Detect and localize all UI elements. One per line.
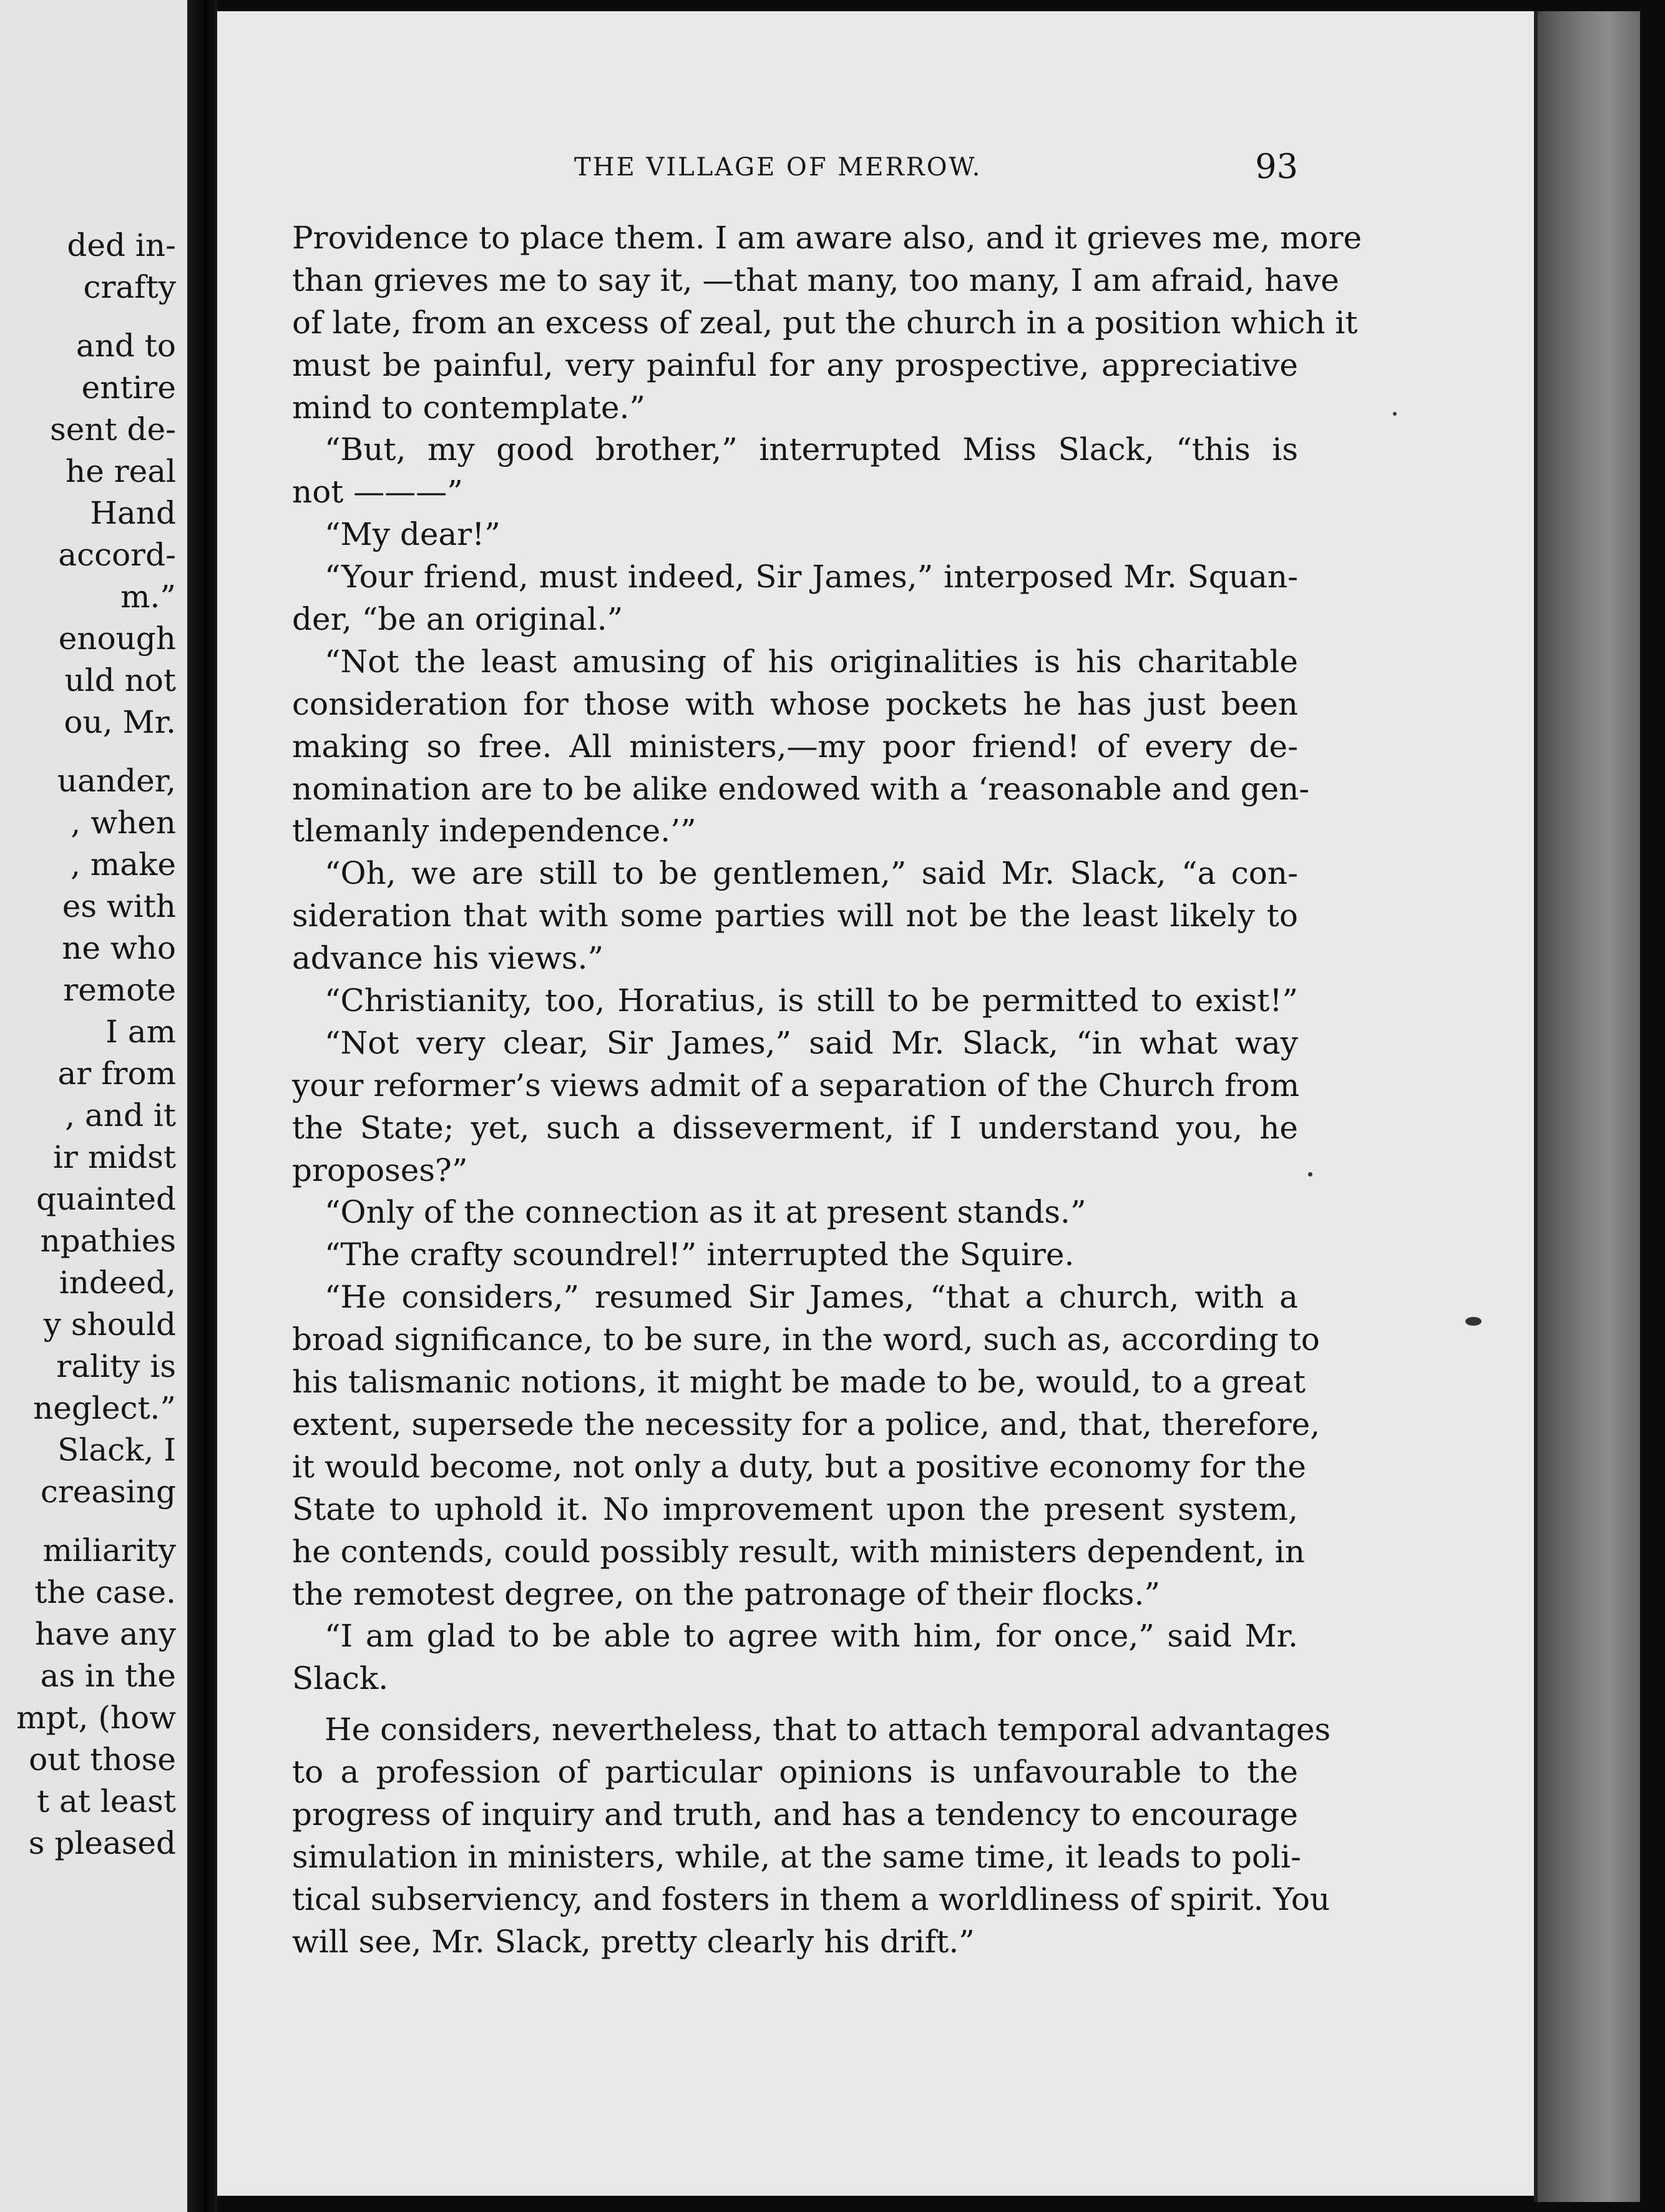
text-line: the State; yet, such a disseverment, if I understand you, he [292, 1109, 1298, 1146]
facing-line: t at least [37, 1783, 176, 1819]
page-header [574, 149, 1298, 192]
book-gutter [187, 0, 217, 2212]
facing-line: miliarity [42, 1532, 176, 1568]
text-line: “Christianity, too, Horatius, is still to be permitted to exist!” [325, 982, 1298, 1019]
facing-line: Slack, I [57, 1432, 176, 1468]
running-head: THE VILLAGE OF MERROW. [574, 153, 982, 182]
facing-line: y should [43, 1306, 176, 1343]
facing-line: the case. [34, 1574, 176, 1610]
text-line: proposes?” [292, 1152, 468, 1188]
text-line: extent, supersede the necessity for a police, and, that, therefore, [292, 1406, 1321, 1442]
text-line: He considers, nevertheless, that to attach temporal advantages [325, 1711, 1331, 1748]
text-line: not ———” [292, 474, 463, 511]
facing-line: and to [76, 328, 176, 364]
facing-line: have any [34, 1616, 176, 1652]
facing-line: crafty [83, 269, 176, 305]
facing-line: accord- [58, 537, 176, 573]
facing-line: rality is [56, 1348, 176, 1384]
text-line: his talismanic notions, it might be made to be, would, to a great [292, 1364, 1306, 1401]
facing-line: ou, Mr. [64, 704, 176, 740]
text-line: “He considers,” resumed Sir James, “that a church, with a [325, 1279, 1298, 1316]
facing-line: uander, [57, 763, 176, 799]
facing-line: remote [63, 972, 176, 1008]
text-line: mind to contemplate.” [292, 389, 645, 426]
facing-line: ir midst [53, 1139, 176, 1175]
text-line: must be painful, very painful for any prospective, appreciative [292, 346, 1298, 383]
ink-speck [1465, 1317, 1482, 1326]
facing-line: ar from [57, 1055, 176, 1092]
text-line: sideration that with some parties will not be the least likely to [292, 898, 1298, 934]
facing-line: he real [66, 453, 176, 489]
text-line: tlemanly independence.’” [292, 813, 696, 849]
text-line: “But, my good brother,” interrupted Miss Slack, “this is [325, 431, 1298, 468]
facing-page-text [16, 225, 176, 1864]
text-line: der, “be an original.” [292, 601, 623, 638]
line-gap [16, 308, 176, 325]
facing-line: as in the [40, 1658, 176, 1694]
facing-line: s pleased [28, 1825, 176, 1861]
text-line: your reformer’s views admit of a separation of the Church from [292, 1067, 1300, 1104]
facing-line: neglect.” [33, 1390, 176, 1426]
text-line: “Only of the connection as it at present stands.” [325, 1194, 1086, 1231]
facing-line: mpt, (how [16, 1700, 176, 1736]
text-line: consideration for those with whose pockets he has just been [292, 685, 1298, 722]
line-gap [16, 743, 176, 760]
text-line: “Oh, we are still to be gentlemen,” said Mr. Slack, “a con- [325, 855, 1298, 892]
page-edge-stack [1534, 11, 1640, 2202]
ink-speck [1308, 1172, 1312, 1177]
text-line: “Not the least amusing of his originalities is his charitable [325, 643, 1298, 680]
body-text [292, 217, 1362, 1964]
text-line: progress of inquiry and truth, and has a tendency to encourage [292, 1796, 1298, 1833]
facing-line: indeed, [59, 1265, 176, 1301]
facing-line: sent de- [50, 411, 176, 448]
ink-speck [1393, 412, 1397, 416]
text-line: it would become, not only a duty, but a positive economy for the [292, 1448, 1306, 1485]
text-line: State to uphold it. No improvement upon the present system, [292, 1490, 1298, 1527]
facing-line: m.” [120, 579, 176, 615]
text-line: the remotest degree, on the patronage of their flocks.” [292, 1575, 1161, 1612]
facing-line: , when [71, 805, 176, 841]
facing-line: , and it [65, 1097, 176, 1133]
line-gap [16, 1513, 176, 1530]
text-line: “Your friend, must indeed, Sir James,” interposed Mr. Squan- [325, 559, 1298, 595]
text-line: making so free. All ministers,—my poor friend! of every de- [292, 728, 1298, 765]
facing-line: entire [81, 369, 176, 406]
facing-line: creasing [40, 1474, 176, 1510]
text-line: than grieves me to say it, —that many, too many, I am afraid, have [292, 262, 1339, 298]
text-line: Providence to place them. I am aware also, and it grieves me, more [292, 220, 1362, 256]
text-line: advance his views.” [292, 940, 604, 977]
facing-line: ne who [62, 930, 176, 966]
facing-line: quainted [36, 1181, 176, 1217]
text-line: tical subserviency, and fosters in them a worldliness of spirit. You [292, 1881, 1331, 1917]
text-line: broad significance, to be sure, in the word, such as, according to [292, 1321, 1320, 1358]
facing-line: Hand [90, 495, 176, 531]
facing-line: es with [62, 888, 176, 924]
facing-line: ded in- [67, 227, 176, 263]
facing-line: I am [105, 1014, 176, 1050]
text-line: to a profession of particular opinions is unfavourable to the [292, 1754, 1298, 1791]
facing-page-fragment [0, 0, 187, 2212]
text-line: will see, Mr. Slack, pretty clearly his drift.” [292, 1923, 975, 1960]
text-line: nomination are to be alike endowed with a ‘reasonable and gen- [292, 770, 1310, 807]
text-line: Slack. [292, 1660, 389, 1697]
facing-line: npathies [40, 1223, 176, 1259]
text-line: he contends, could possibly result, with ministers dependent, in [292, 1533, 1305, 1570]
facing-line: enough [58, 620, 176, 657]
text-line: of late, from an excess of zeal, put the church in a position which it [292, 304, 1358, 341]
page-edge-shadow [1534, 11, 1538, 2202]
text-line: “The crafty scoundrel!” interrupted the Squire. [325, 1236, 1075, 1273]
text-line: simulation in ministers, while, at the same time, it leads to poli- [292, 1838, 1301, 1875]
facing-line: uld not [64, 662, 176, 698]
facing-line: out those [29, 1741, 176, 1778]
facing-line: , make [71, 846, 176, 883]
text-line: “My dear!” [325, 516, 500, 553]
text-line: “Not very clear, Sir James,” said Mr. Slack, “in what way [325, 1024, 1298, 1061]
page-number: 93 [1255, 147, 1298, 186]
text-line: “I am glad to be able to agree with him, for once,” said Mr. [325, 1618, 1298, 1655]
